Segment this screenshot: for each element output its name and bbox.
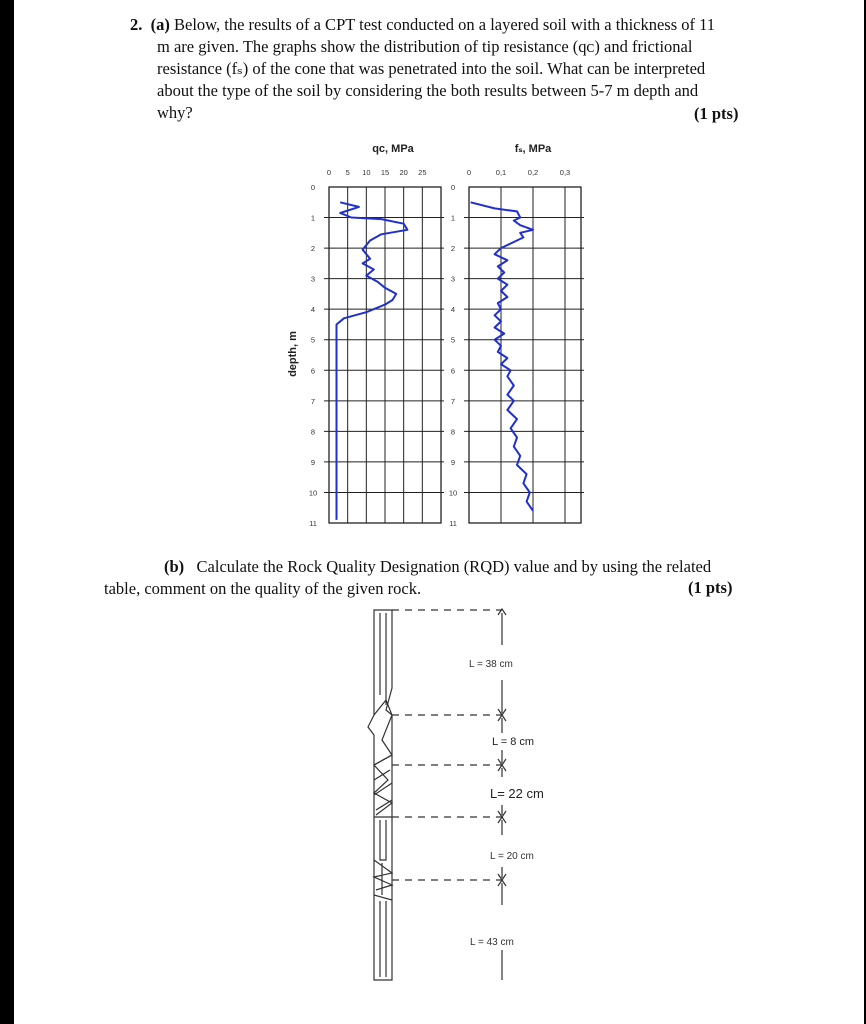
x-tick-label: 10	[362, 168, 371, 177]
part-a-text-line: resistance (fₛ) of the cone that was penetrated into the soil. What can be interpreted	[157, 59, 706, 78]
part-b-points: (1 pts)	[688, 578, 733, 597]
cpt-charts	[274, 130, 834, 540]
segment-length-label: L = 20 cm	[490, 851, 534, 862]
y-tick-label: 3	[310, 274, 316, 284]
y-tick-label: 9	[310, 457, 316, 467]
y-tick-label: 7	[310, 396, 316, 406]
core-lower-section	[374, 895, 392, 977]
x-tick-label: 15	[380, 168, 390, 177]
y-tick-label: 0	[310, 183, 316, 192]
y-tick-label: 10	[308, 488, 318, 498]
y-tick-label: 5	[450, 335, 456, 345]
y-tick-label: 11	[309, 519, 317, 528]
part-b-text-line: table, comment on the quality of the given rock.	[104, 579, 422, 598]
x-tick-label: 5	[345, 168, 350, 177]
x-tick-label: 0,2	[527, 168, 539, 177]
depth-axis-label: depth, m	[287, 331, 299, 377]
x-tick-label: 0	[466, 168, 472, 177]
y-tick-label: 4	[310, 305, 316, 315]
y-tick-label: 0	[450, 183, 456, 192]
part-b-text-line: Calculate the Rock Quality Designation (RQD) value and by using the related	[196, 557, 712, 576]
y-tick-label: 8	[310, 427, 316, 437]
rock-core-diagram	[364, 605, 594, 995]
core-fracture-zone-1	[374, 700, 392, 815]
y-tick-label: 2	[450, 244, 456, 254]
segment-length-label: L = 38 cm	[469, 659, 513, 670]
x-tick-label: 25	[418, 168, 427, 177]
y-tick-label: 8	[450, 427, 456, 437]
question-2b	[104, 556, 711, 600]
y-tick-label: 5	[310, 335, 316, 345]
question-2b-line-1	[104, 556, 711, 578]
y-tick-label: 7	[450, 396, 456, 406]
y-tick-label: 6	[450, 366, 456, 376]
y-tick-label: 11	[449, 519, 457, 528]
part-a-text-line: why?	[157, 103, 193, 122]
part-a-text-line: Below, the results of a CPT test conducted on a layered soil with a thickness of 11	[174, 15, 716, 34]
y-tick-label: 10	[448, 488, 458, 498]
page	[14, 0, 864, 1024]
y-tick-label: 1	[310, 213, 316, 223]
core-fragment-lines	[374, 755, 392, 810]
segment-length-label: L = 8 cm	[492, 736, 535, 748]
core-middle-block	[374, 817, 392, 860]
core-inner-line	[380, 613, 386, 705]
part-a-points: (1 pts)	[694, 104, 739, 123]
x-tick-label: 20	[399, 168, 408, 177]
y-tick-label: 3	[450, 274, 456, 284]
boundary-dashed-lines	[392, 610, 502, 880]
segment-length-label: L= 22 cm	[490, 786, 544, 801]
chart-title: fₛ, MPa	[514, 143, 552, 155]
y-tick-label: 9	[450, 457, 456, 467]
y-tick-label: 6	[310, 366, 316, 376]
part-a-label: (a)	[150, 15, 170, 34]
part-a-text-line: m are given. The graphs show the distribution of tip resistance (qᴄ) and frictional	[157, 37, 693, 56]
y-tick-label: 2	[310, 244, 316, 254]
question-number: 2.	[130, 15, 143, 34]
part-a-text-line: about the type of the soil by considering the both results between 5-7 m depth and	[157, 81, 699, 100]
chart-title: qᴄ, MPa	[372, 143, 414, 155]
y-tick-label: 1	[450, 213, 456, 223]
y-tick-label: 4	[450, 305, 456, 315]
segment-length-label: L = 43 cm	[470, 937, 514, 948]
question-2a-line-1	[130, 14, 715, 36]
x-tick-label: 0,3	[559, 168, 571, 177]
x-tick-label: 0,1	[495, 168, 507, 177]
data-curve-qc	[337, 202, 408, 520]
part-b-label: (b)	[164, 557, 185, 576]
core-fracture-zone-2	[374, 860, 392, 895]
x-tick-label: 0	[326, 168, 332, 177]
question-2a	[130, 14, 715, 124]
